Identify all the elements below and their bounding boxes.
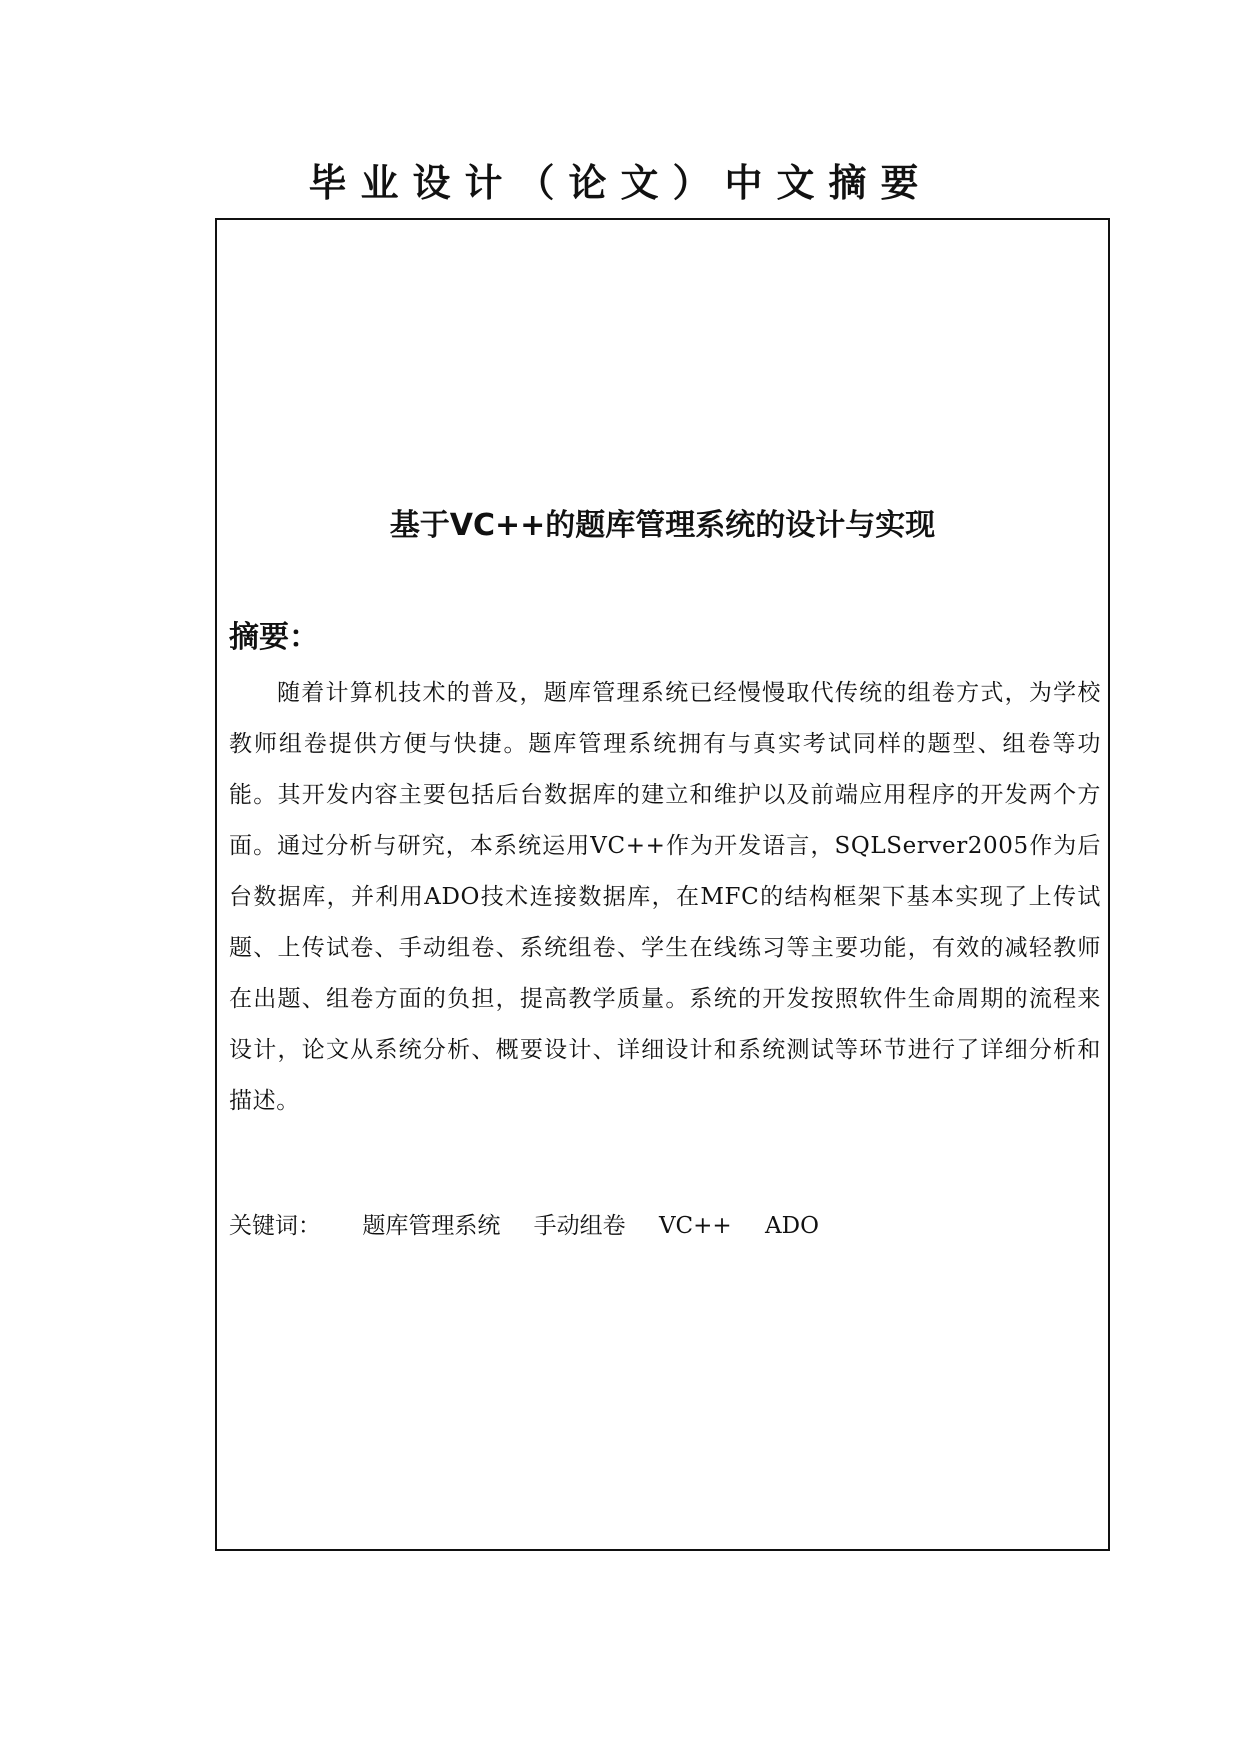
keywords-row (229, 1206, 845, 1246)
abstract-body: 随着计算机技术的普及，题库管理系统已经慢慢取代传统的组卷方式，为学校教师组卷提供方便与快捷。题库管理系统拥有与真实考试同样的题型、组卷等功能。其开发内容主要包括后台数据库的建立和维护以及前端应用程序的开发两个方面。通过分析与研究，本系统运用VC++作为开发语言，SQLServer2005作为后台数据库，并利用ADO技术连接数据库，在MFC的结构框架下基本实现了上传试题、上传试卷、手动组卷、系统组卷、学生在线练习等主要功能，有效的减轻教师在出题、组卷方面的负担，提高教学质量。系统的开发按照软件生命周期的流程来设计，论文从系统分析、概要设计、详细设计和系统测试等环节进行了详细分析和描述。 (229, 680, 1101, 1114)
keyword: VC++ (658, 1213, 732, 1239)
keyword: 题库管理系统 (362, 1213, 501, 1239)
keywords-label: 关键词： (229, 1213, 321, 1239)
keyword: 手动组卷 (533, 1213, 626, 1239)
thesis-title: 基于VC++的题库管理系统的设计与实现 (389, 508, 936, 543)
page-heading: 毕业设计（论文）中文摘要 (308, 161, 933, 205)
keyword: ADO (765, 1213, 819, 1239)
abstract-frame (215, 218, 1110, 1551)
abstract-label: 摘要： (229, 620, 319, 655)
